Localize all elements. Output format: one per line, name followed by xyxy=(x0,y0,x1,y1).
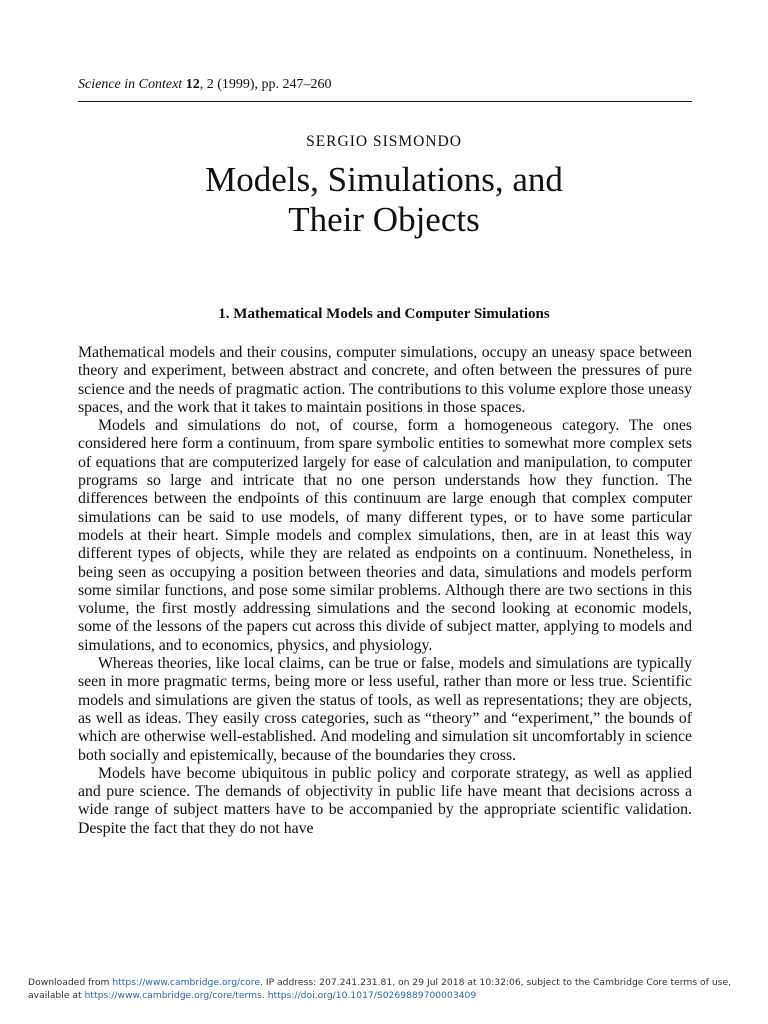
paragraph-1: Mathematical models and their cousins, computer simulations, occupy an uneasy space between theory and experiment, between abstract and concrete, and often between the pressures of pure science and the needs of pragmatic action. The contributions to this volume explore those uneasy spaces, and the work that it takes to maintain positions in those spaces. xyxy=(78,344,692,416)
paragraph-2: Models and simulations do not, of course, form a homogeneous category. The ones considered here form a continuum, from spare symbolic entities to somewhat more complex sets of equations that are computerized largely for ease of calculation and manipulation, to computer programs so large and intricate that no one person understands how they function. The differences between the endpoints of this continuum are large enough that complex computer simulations can be said to use models, of many different types, or to have some particular models at their heart. Simple models and complex simulations, then, are in at least this way different types of objects, while they are related as endpoints on a continuum. Nonetheless, in being seen as occupying a position between theories and data, simulations and models perform some similar functions, and pose some similar problems. Although there are two sections in this volume, the first mostly addressing simulations and the second looking at economic models, some of the lessons of the papers cut across this divide of subject matter, applying to models and simulations, and to economics, physics, and physiology. xyxy=(78,417,692,654)
cambridge-core-link[interactable]: https://www.cambridge.org/core xyxy=(112,977,261,988)
article-title-line-2: Their Objects xyxy=(288,200,480,239)
section-heading: 1. Mathematical Models and Computer Simulations xyxy=(218,306,550,322)
running-head xyxy=(78,76,332,94)
paragraph-4: Models have become ubiquitous in public policy and corporate strategy, as well as applied and pure science. The demands of objectivity in public life have meant that decisions across a wide range of subject matters have to be accompanied by the appropriate scientific validation. Despite the fact that they do not have xyxy=(78,764,692,837)
article-author: SERGIO SISMONDO xyxy=(306,133,462,150)
paragraph-3: Whereas theories, like local claims, can be true or false, models and simulations are typically seen in more pragmatic terms, being more or less useful, rather than more or less true. Scientific models and simulations are given the status of tools, as well as representations; they are objects, as well as ideas. They easily cross categories, such as “theory” and “experiment,” the bounds of which are otherwise well-established. And modeling and simulation sit uncomfortably in science both socially and epistemically, because of the boundaries they cross. xyxy=(78,655,692,764)
journal-name: Science in Context xyxy=(78,77,183,92)
footer-text-3: . xyxy=(261,990,268,1001)
article-title-line-1: Models, Simulations, and xyxy=(205,160,563,199)
doi-link[interactable]: https://doi.org/10.1017/S0269889700003409 xyxy=(267,990,477,1001)
download-footer xyxy=(28,976,738,1002)
footer-text-1: Downloaded from xyxy=(28,977,113,988)
header-rule xyxy=(78,101,692,102)
body-text xyxy=(78,344,692,838)
article-title xyxy=(0,160,768,240)
footer-text-2: . IP address: 207.241.231.81, on 29 Jul 2018 at 10:32:06, subject to the Cambridge Core terms of use, available at xyxy=(28,977,732,1001)
journal-issue-pages: , 2 (1999), pp. 247–260 xyxy=(199,77,332,92)
terms-link[interactable]: https://www.cambridge.org/core/terms xyxy=(84,990,262,1001)
journal-volume: 12 xyxy=(185,77,200,92)
